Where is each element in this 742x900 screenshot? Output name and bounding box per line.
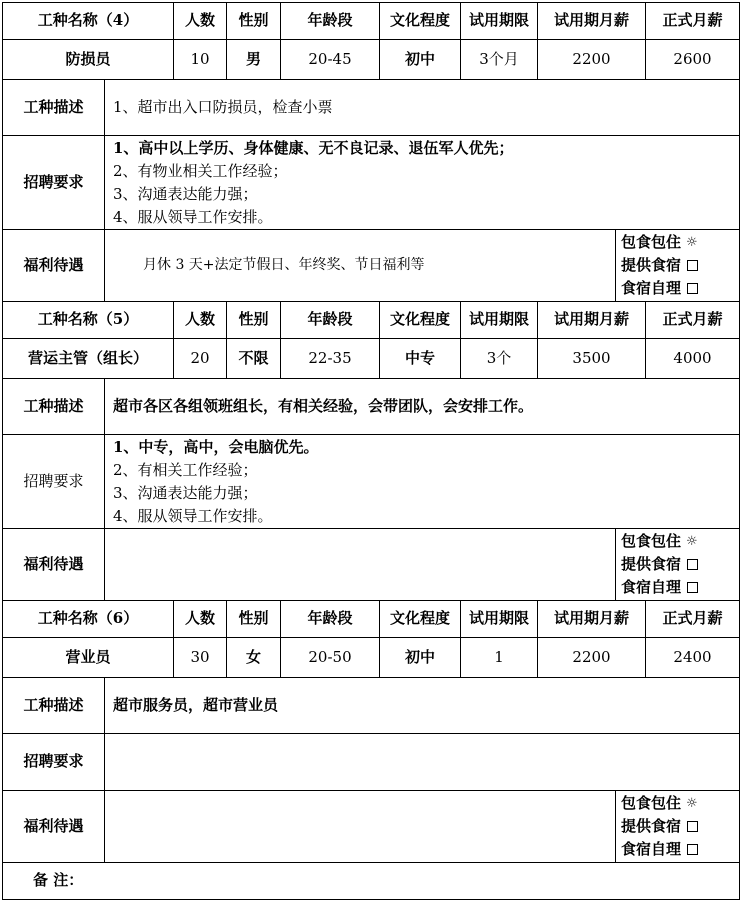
job-description: 超市服务员，超市营业员 [105,678,740,734]
requirements-row [3,435,740,529]
header-probation: 试用期限 [461,302,538,339]
benefit-option: 包食包住 ☼ [621,231,739,254]
requirement-item: 2、有相关工作经验； [113,460,258,479]
job-header-row [3,302,740,339]
note-row [3,863,740,900]
description-row [3,678,740,734]
job-header-row [3,3,740,40]
benefit-option: 提供食宿 [621,553,739,576]
requirements-row [3,734,740,791]
header-age: 年龄段 [281,302,380,339]
job-gender: 不限 [227,339,281,379]
job-title: 工种名称（4） [3,3,174,40]
job-count: 10 [174,40,227,80]
requirement-item: 3、沟通表达能力强； [113,483,258,502]
description-row [3,80,740,136]
requirements-label: 招聘要求 [3,435,105,529]
welfare-cell [105,230,740,302]
header-count: 人数 [174,3,227,40]
benefit-option: 包食包住 ☼ [621,530,739,553]
checkbox-icon[interactable] [687,821,698,832]
job-education: 初中 [380,638,461,678]
job-values-row [3,339,740,379]
job-probation: 3个 [461,339,538,379]
header-gender: 性别 [227,302,281,339]
header-education: 文化程度 [380,601,461,638]
job-name: 营运主管（组长） [3,339,174,379]
benefit-options [615,529,739,600]
welfare-label: 福利待遇 [3,791,105,863]
job-count: 20 [174,339,227,379]
job-count: 30 [174,638,227,678]
checkbox-icon[interactable] [687,260,698,271]
header-gender: 性别 [227,601,281,638]
description-label: 工种描述 [3,678,105,734]
job-description: 超市各区各组领班组长，有相关经验，会带团队，会安排工作。 [105,379,740,435]
job-title: 工种名称（5） [3,302,174,339]
note-label: 备 注： [3,863,740,900]
header-probation: 试用期限 [461,3,538,40]
welfare-row [3,529,740,601]
header-count: 人数 [174,302,227,339]
header-probation-salary: 试用期月薪 [538,3,646,40]
header-gender: 性别 [227,3,281,40]
benefit-option: 食宿自理 [621,576,739,599]
requirements-row [3,136,740,230]
checkbox-icon[interactable] [687,283,698,294]
header-education: 文化程度 [380,3,461,40]
header-probation-salary: 试用期月薪 [538,601,646,638]
job-salary: 2600 [646,40,740,80]
job-header-row [3,601,740,638]
description-label: 工种描述 [3,80,105,136]
checkbox-icon[interactable] [687,582,698,593]
benefit-options [615,230,739,301]
header-probation-salary: 试用期月薪 [538,302,646,339]
description-label: 工种描述 [3,379,105,435]
job-probation-salary: 2200 [538,40,646,80]
requirement-item: 4、服从领导工作安排。 [113,207,273,226]
welfare-cell [105,791,740,863]
job-title: 工种名称（6） [3,601,174,638]
job-education: 中专 [380,339,461,379]
sun-icon: ☼ [686,235,698,250]
requirement-item: 4、服从领导工作安排。 [113,506,273,525]
job-salary: 2400 [646,638,740,678]
welfare-text [105,529,615,600]
job-table [2,2,740,900]
job-gender: 男 [227,40,281,80]
job-name: 防损员 [3,40,174,80]
benefit-options [615,791,739,862]
welfare-label: 福利待遇 [3,230,105,302]
requirements-label: 招聘要求 [3,734,105,791]
welfare-text: 月休 3 天+法定节假日、年终奖、节日福利等 [143,257,425,274]
job-values-row [3,638,740,678]
welfare-row [3,230,740,302]
job-requirements [105,136,740,230]
job-description: 1、超市出入口防损员，检查小票 [105,80,740,136]
requirement-item: 3、沟通表达能力强； [113,184,258,203]
header-age: 年龄段 [281,3,380,40]
sun-icon: ☼ [686,534,698,549]
job-probation-salary: 3500 [538,339,646,379]
requirement-item: 1、中专，高中，会电脑优先。 [113,437,319,456]
welfare-cell [105,529,740,601]
job-age: 20-45 [281,40,380,80]
header-age: 年龄段 [281,601,380,638]
welfare-text [105,791,615,862]
header-salary: 正式月薪 [646,302,740,339]
sun-icon: ☼ [686,796,698,811]
header-education: 文化程度 [380,302,461,339]
checkbox-icon[interactable] [687,559,698,570]
requirement-item: 1、高中以上学历、身体健康、无不良记录、退伍军人优先； [113,138,514,157]
job-probation: 1 [461,638,538,678]
description-row [3,379,740,435]
benefit-option: 提供食宿 [621,254,739,277]
welfare-label: 福利待遇 [3,529,105,601]
header-probation: 试用期限 [461,601,538,638]
header-salary: 正式月薪 [646,601,740,638]
requirements-label: 招聘要求 [3,136,105,230]
job-age: 20-50 [281,638,380,678]
requirement-item: 2、有物业相关工作经验； [113,161,288,180]
welfare-row [3,791,740,863]
checkbox-icon[interactable] [687,844,698,855]
job-probation-salary: 2200 [538,638,646,678]
job-salary: 4000 [646,339,740,379]
job-probation: 3个月 [461,40,538,80]
job-requirements [105,435,740,529]
benefit-option: 食宿自理 [621,838,739,861]
header-salary: 正式月薪 [646,3,740,40]
benefit-option: 提供食宿 [621,815,739,838]
header-count: 人数 [174,601,227,638]
job-requirements [105,734,740,791]
benefit-option: 食宿自理 [621,277,739,300]
job-values-row [3,40,740,80]
job-education: 初中 [380,40,461,80]
job-gender: 女 [227,638,281,678]
benefit-option: 包食包住 ☼ [621,792,739,815]
job-age: 22-35 [281,339,380,379]
job-name: 营业员 [3,638,174,678]
